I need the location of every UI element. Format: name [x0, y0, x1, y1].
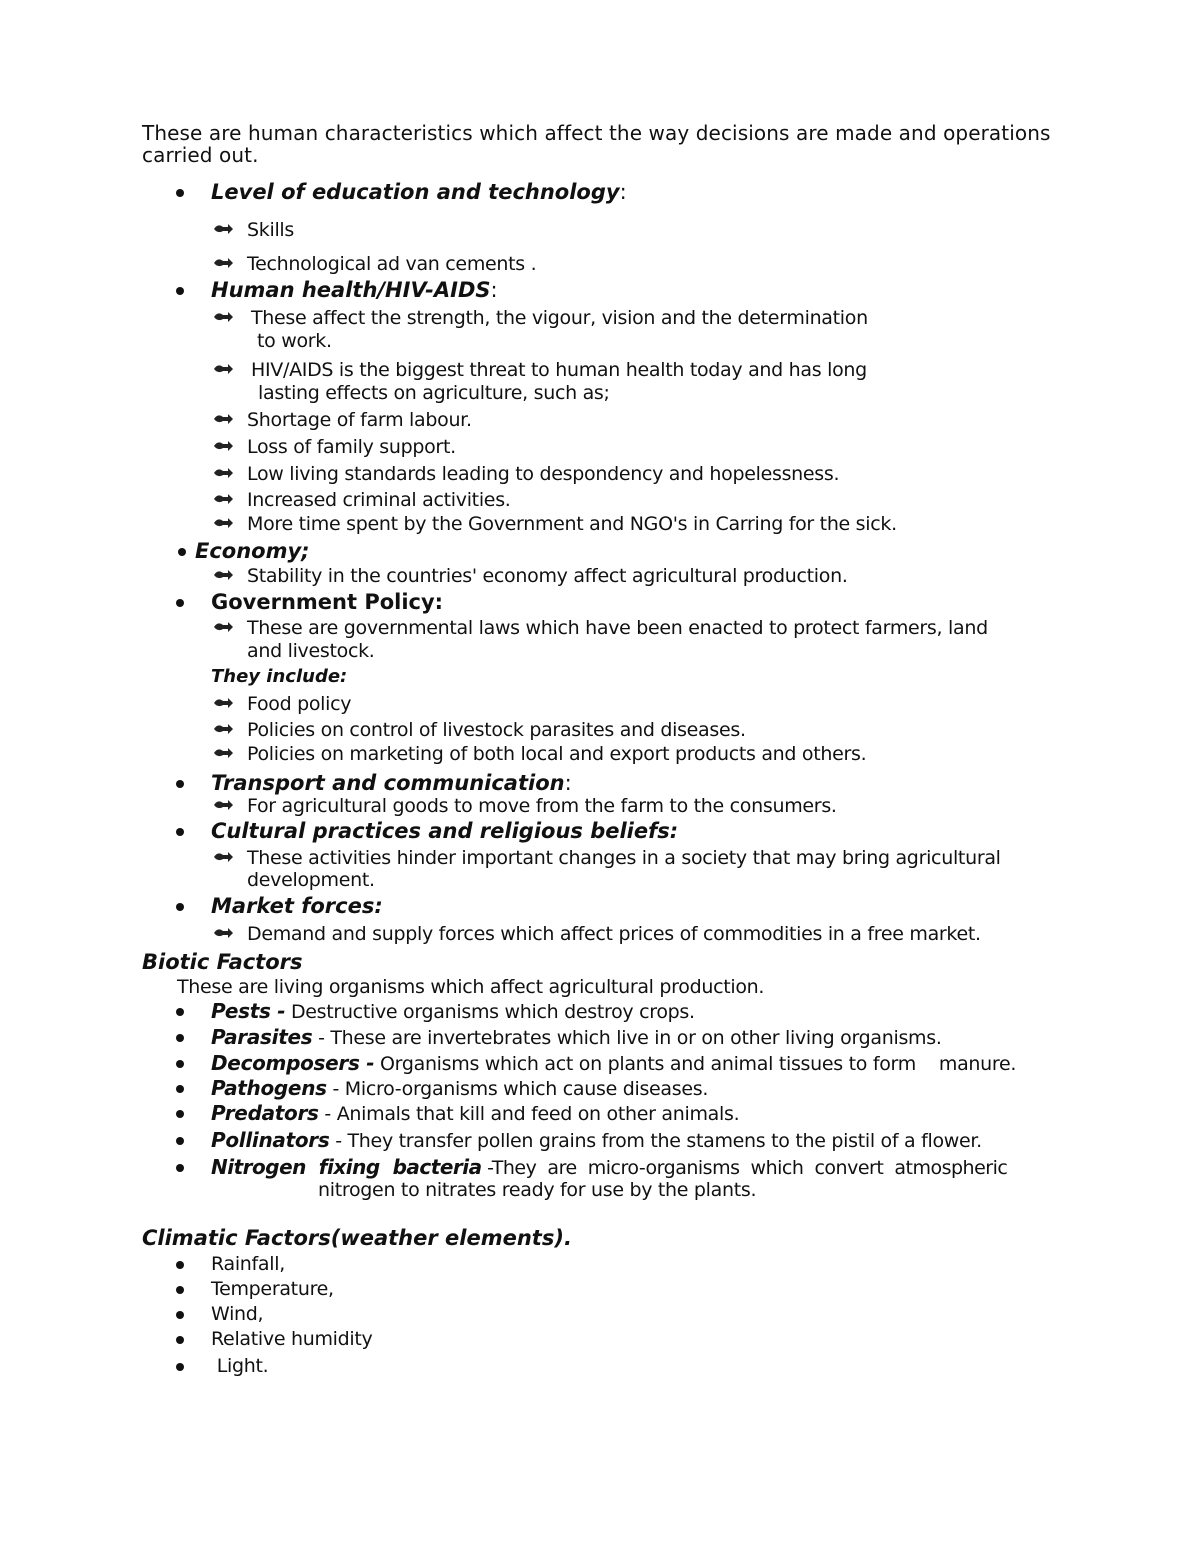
bullet-dot: [176, 828, 184, 836]
arrow-icon: [212, 722, 234, 736]
bullet-dot: [176, 189, 184, 197]
bullet-dot: [176, 1286, 184, 1294]
bullet-dot: [176, 599, 184, 607]
sub-item: For agricultural goods to move from the farm to the consumers.: [247, 795, 837, 817]
sub-item-continuation: to work.: [257, 330, 332, 352]
biotic-item-continuation: nitrogen to nitrates ready for use by the plants.: [318, 1179, 757, 1201]
arrow-icon: [212, 310, 234, 324]
bullet-dot: [176, 903, 184, 911]
heading-market-forces: Market forces:: [211, 894, 383, 918]
sub-item: Low living standards leading to despondency and hopelessness.: [247, 463, 840, 485]
arrow-icon: [212, 798, 234, 812]
arrow-icon: [212, 516, 234, 530]
bullet-dot: [176, 1261, 184, 1269]
arrow-icon: [212, 362, 234, 376]
heading-climatic-factors: Climatic Factors(weather elements).: [142, 1226, 572, 1250]
bullet-dot: [176, 1137, 184, 1145]
sub-item: Demand and supply forces which affect prices of commodities in a free market.: [247, 923, 981, 945]
bullet-dot: [176, 1008, 184, 1016]
heading-health: Human health/HIV-AIDS:: [211, 278, 498, 302]
heading-education: Level of education and technology:: [211, 180, 627, 204]
climatic-item: Light.: [211, 1355, 269, 1377]
biotic-intro: These are living organisms which affect agricultural production.: [177, 976, 765, 998]
bullet-dot: [176, 1060, 184, 1068]
heading-economy: Economy;: [195, 539, 310, 563]
arrow-icon: [212, 492, 234, 506]
arrow-icon: [212, 568, 234, 582]
bullet-dot: [176, 1110, 184, 1118]
biotic-item: Decomposers - Organisms which act on plants and animal tissues to form manure.: [211, 1051, 1017, 1075]
arrow-icon: [212, 439, 234, 453]
sub-item: Stability in the countries' economy affect agricultural production.: [247, 565, 848, 587]
intro-line-2: carried out.: [142, 143, 259, 167]
bullet-dot: [176, 1164, 184, 1172]
arrow-icon: [212, 696, 234, 710]
climatic-item: Wind,: [211, 1303, 264, 1325]
arrow-icon: [212, 222, 234, 236]
biotic-item: Predators - Animals that kill and feed on other animals.: [211, 1101, 740, 1125]
sub-item-continuation: development.: [247, 869, 375, 891]
sub-item: More time spent by the Government and NGO's in Carring for the sick.: [247, 513, 897, 535]
bullet-dot: [176, 1363, 184, 1371]
bullet-dot: [178, 548, 186, 556]
sub-item: Technological ad van cements .: [247, 253, 537, 275]
climatic-item: Temperature,: [211, 1278, 334, 1300]
sub-item: These affect the strength, the vigour, vision and the determination: [251, 307, 868, 329]
biotic-item: Nitrogen fixing bacteria -They are micro-organisms which convert atmospheric: [211, 1155, 1008, 1179]
arrow-icon: [212, 412, 234, 426]
sub-item: Food policy: [247, 693, 352, 715]
bullet-dot: [176, 1034, 184, 1042]
heading-transport: Transport and communication:: [211, 771, 572, 795]
climatic-item: Relative humidity: [211, 1328, 373, 1350]
arrow-icon: [212, 466, 234, 480]
intro-line-1: These are human characteristics which affect the way decisions are made and operations: [142, 121, 1051, 145]
bullet-dot: [176, 1311, 184, 1319]
arrow-icon: [212, 620, 234, 634]
bullet-dot: [176, 1085, 184, 1093]
arrow-icon: [212, 850, 234, 864]
bullet-dot: [176, 780, 184, 788]
climatic-item: Rainfall,: [211, 1253, 285, 1275]
bullet-dot: [176, 287, 184, 295]
biotic-item: Pathogens - Micro-organisms which cause diseases.: [211, 1076, 709, 1100]
biotic-item: Pollinators - They transfer pollen grains from the stamens to the pistil of a flower.: [211, 1128, 982, 1152]
sub-item: HIV/AIDS is the biggest threat to human health today and has long: [251, 359, 867, 381]
sub-item: Skills: [247, 219, 294, 241]
bullet-dot: [176, 1336, 184, 1344]
sub-item: These are governmental laws which have been enacted to protect farmers, land: [247, 617, 988, 639]
sub-item: Loss of family support.: [247, 436, 456, 458]
heading-government-policy: Government Policy:: [211, 590, 444, 614]
arrow-icon: [212, 926, 234, 940]
arrow-icon: [212, 746, 234, 760]
biotic-item: Pests - Destructive organisms which destroy crops.: [211, 999, 695, 1023]
sub-item-continuation: and livestock.: [247, 640, 375, 662]
sub-item: Policies on marketing of both local and export products and others.: [247, 743, 867, 765]
sub-item: Policies on control of livestock parasites and diseases.: [247, 719, 746, 741]
they-include-label: They include:: [211, 666, 348, 687]
biotic-item: Parasites - These are invertebrates which live in or on other living organisms.: [211, 1025, 942, 1049]
sub-item: These activities hinder important changes in a society that may bring agricultural: [247, 847, 1001, 869]
sub-item: Increased criminal activities.: [247, 489, 511, 511]
arrow-icon: [212, 256, 234, 270]
sub-item: Shortage of farm labour.: [247, 409, 472, 431]
sub-item-continuation: lasting effects on agriculture, such as;: [258, 382, 610, 404]
heading-cultural-practices: Cultural practices and religious beliefs:: [211, 819, 679, 843]
heading-biotic-factors: Biotic Factors: [142, 950, 303, 974]
